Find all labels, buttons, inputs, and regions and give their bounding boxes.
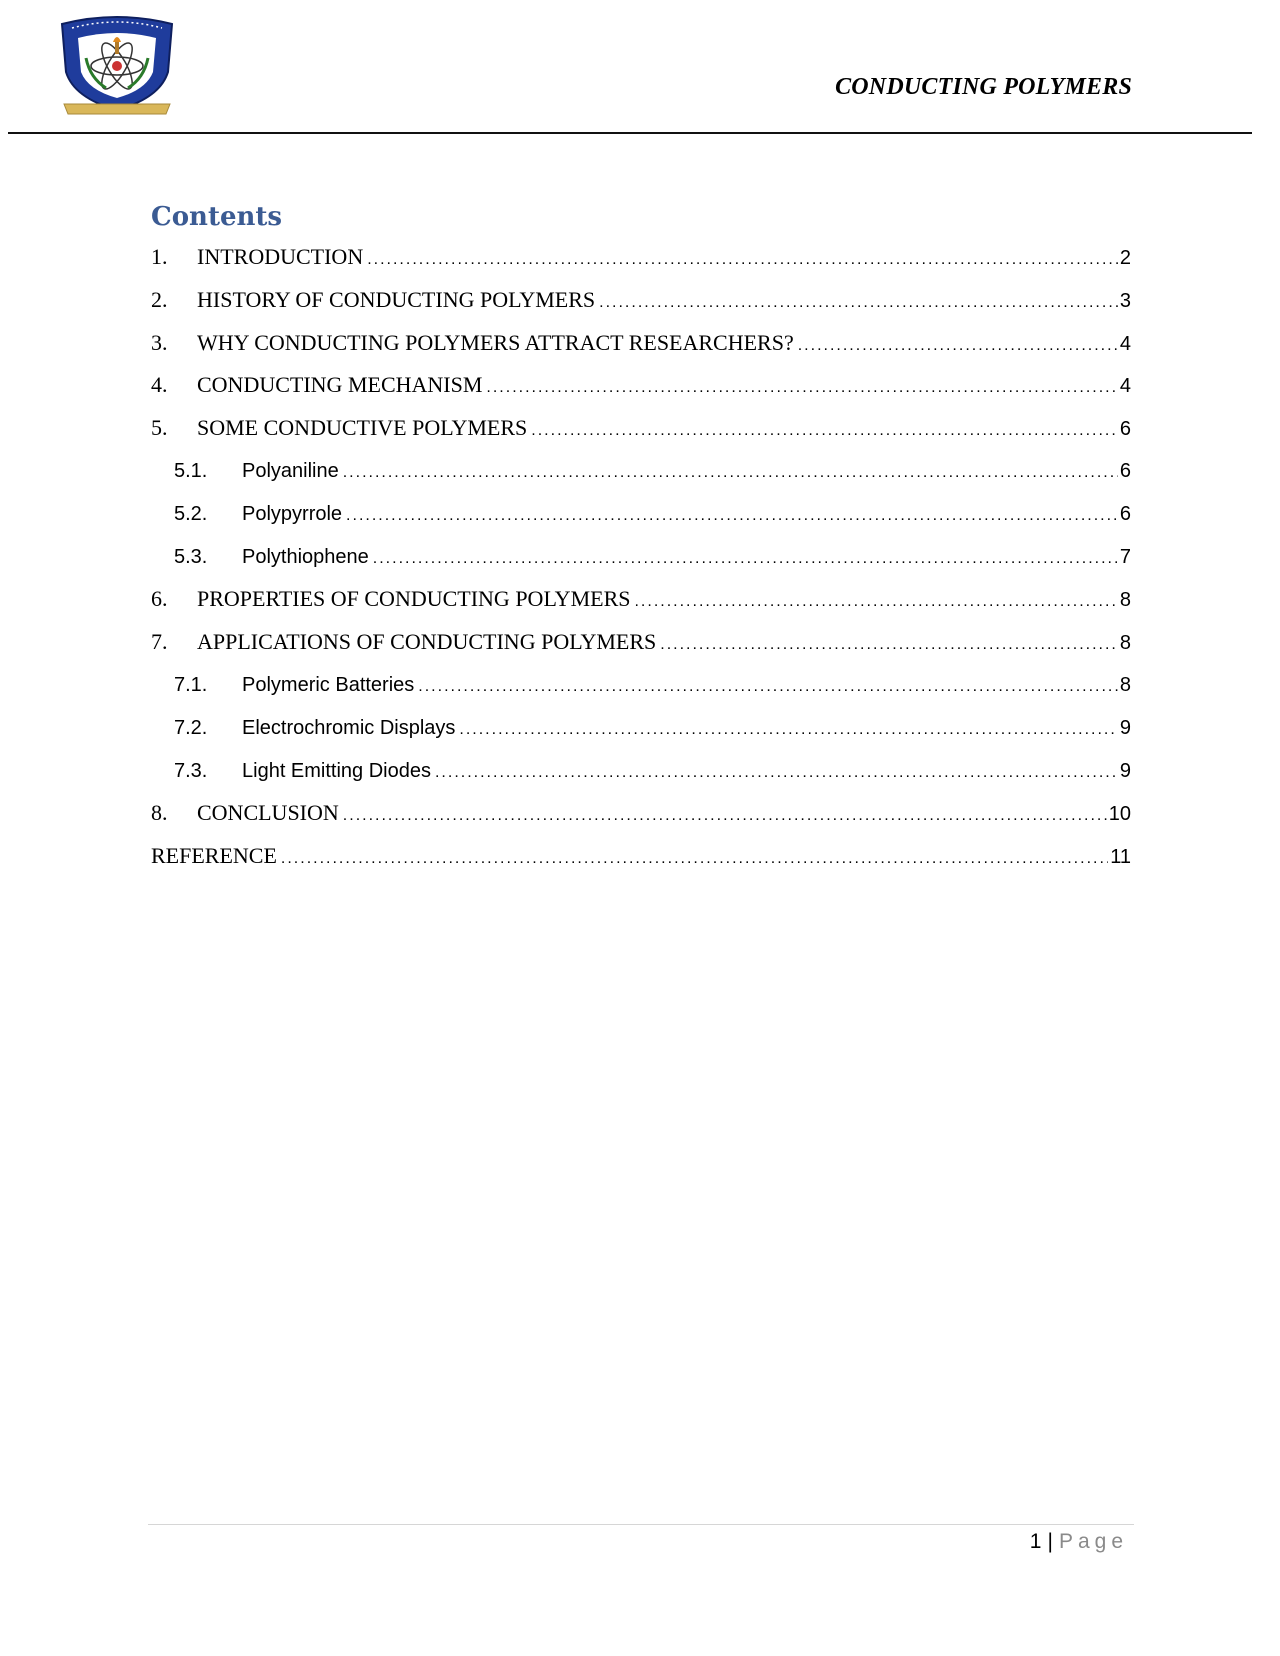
- toc-entry-reference[interactable]: [151, 835, 1131, 878]
- toc-entry-number: 7.2.: [174, 716, 208, 739]
- toc-entry-number: 5.2.: [174, 502, 208, 525]
- toc-heading: Contents: [151, 202, 283, 232]
- toc-subentry[interactable]: [151, 707, 1131, 750]
- toc-entry[interactable]: [151, 621, 1131, 664]
- toc-entry[interactable]: [151, 578, 1131, 621]
- toc-entry-page[interactable]: 10: [1108, 803, 1131, 826]
- table-of-contents: [151, 198, 1131, 878]
- toc-entry-title[interactable]: INTRODUCTION: [197, 244, 364, 269]
- footer-page-number: [1030, 1530, 1128, 1554]
- toc-dot-leader: [373, 538, 1118, 581]
- toc-dot-leader: [634, 581, 1117, 624]
- toc-list: [151, 236, 1131, 878]
- toc-entry-page[interactable]: 9: [1119, 759, 1131, 782]
- toc-entry-title[interactable]: APPLICATIONS OF CONDUCTING POLYMERS: [197, 629, 657, 655]
- toc-subentry[interactable]: [151, 664, 1131, 707]
- toc-entry-title[interactable]: WHY CONDUCTING POLYMERS ATTRACT RESEARCHERS?: [197, 329, 794, 355]
- toc-entry-page[interactable]: 4: [1119, 332, 1131, 355]
- toc-subentry[interactable]: [151, 450, 1131, 493]
- toc-dot-leader: [798, 325, 1118, 368]
- toc-entry-page[interactable]: 3: [1119, 289, 1131, 312]
- toc-entry-page[interactable]: 6: [1119, 502, 1131, 525]
- toc-entry-number: 8.: [151, 800, 168, 826]
- page-label: Page: [1058, 1530, 1128, 1553]
- toc-entry[interactable]: [151, 236, 1131, 279]
- toc-entry[interactable]: [151, 364, 1131, 407]
- toc-dot-leader: [281, 838, 1108, 881]
- toc-entry-title[interactable]: Polyaniline: [242, 459, 339, 482]
- toc-entry-title[interactable]: PROPERTIES OF CONDUCTING POLYMERS: [197, 586, 631, 612]
- toc-entry[interactable]: [151, 279, 1131, 322]
- toc-entry-number: 7.1.: [174, 673, 208, 696]
- toc-dot-leader: [599, 282, 1118, 325]
- toc-entry-page[interactable]: 4: [1119, 375, 1131, 398]
- page-separator: |: [1047, 1530, 1053, 1553]
- toc-entry[interactable]: [151, 407, 1131, 450]
- toc-entry-number: 5.1.: [174, 459, 208, 482]
- toc-dot-leader: [346, 495, 1118, 538]
- toc-dot-leader: [343, 452, 1118, 495]
- toc-entry-number: 1.: [151, 244, 168, 269]
- toc-entry-page[interactable]: 9: [1119, 716, 1131, 739]
- toc-entry-page[interactable]: 2: [1119, 247, 1131, 269]
- toc-entry-number: 4.: [151, 372, 168, 398]
- toc-dot-leader: [418, 666, 1118, 709]
- header-title: CONDUCTING POLYMERS: [835, 74, 1132, 100]
- toc-entry-title[interactable]: CONCLUSION: [197, 800, 339, 826]
- toc-entry-title[interactable]: Polypyrrole: [242, 502, 343, 525]
- toc-dot-leader: [660, 624, 1118, 667]
- toc-dot-leader: [343, 795, 1107, 838]
- toc-entry-page[interactable]: 6: [1119, 459, 1131, 482]
- toc-subentry[interactable]: [151, 750, 1131, 793]
- toc-entry-title[interactable]: HISTORY OF CONDUCTING POLYMERS: [197, 286, 596, 312]
- footer-divider: [148, 1524, 1134, 1525]
- university-logo: [56, 14, 178, 118]
- header-divider: [8, 132, 1252, 134]
- toc-entry-page[interactable]: 8: [1119, 589, 1131, 612]
- toc-entry-page[interactable]: 8: [1119, 673, 1131, 696]
- toc-entry-number: 7.3.: [174, 759, 208, 782]
- toc-entry-title[interactable]: Light Emitting Diodes: [242, 759, 431, 782]
- toc-dot-leader: [367, 239, 1118, 282]
- toc-entry-title[interactable]: Electrochromic Displays: [242, 716, 456, 739]
- toc-entry-title[interactable]: Polymeric Batteries: [242, 673, 415, 696]
- toc-entry-number: 5.3.: [174, 545, 208, 568]
- toc-subentry[interactable]: [151, 536, 1131, 579]
- toc-dot-leader: [531, 410, 1118, 453]
- toc-entry-page[interactable]: 8: [1119, 632, 1131, 655]
- toc-entry-number: 3.: [151, 329, 168, 355]
- page-number: 1: [1029, 1530, 1042, 1553]
- toc-entry-number: 7.: [151, 629, 168, 655]
- toc-entry-title[interactable]: Polythiophene: [242, 545, 369, 568]
- toc-entry-page[interactable]: 6: [1119, 418, 1131, 441]
- toc-entry-title[interactable]: REFERENCE: [151, 843, 277, 869]
- toc-entry-page[interactable]: 11: [1110, 846, 1131, 869]
- toc-entry[interactable]: [151, 322, 1131, 365]
- toc-entry-number: 6.: [151, 586, 168, 612]
- toc-dot-leader: [486, 367, 1117, 410]
- toc-entry-title[interactable]: SOME CONDUCTIVE POLYMERS: [197, 415, 528, 441]
- toc-dot-leader: [459, 709, 1117, 752]
- university-seal-icon: [56, 14, 178, 118]
- toc-subentry[interactable]: [151, 493, 1131, 536]
- toc-dot-leader: [435, 752, 1118, 795]
- toc-entry-page[interactable]: 7: [1119, 545, 1131, 568]
- toc-entry[interactable]: [151, 792, 1131, 835]
- toc-entry-number: 5.: [151, 415, 168, 441]
- toc-entry-title[interactable]: CONDUCTING MECHANISM: [197, 372, 483, 398]
- toc-entry-number: 2.: [151, 286, 168, 312]
